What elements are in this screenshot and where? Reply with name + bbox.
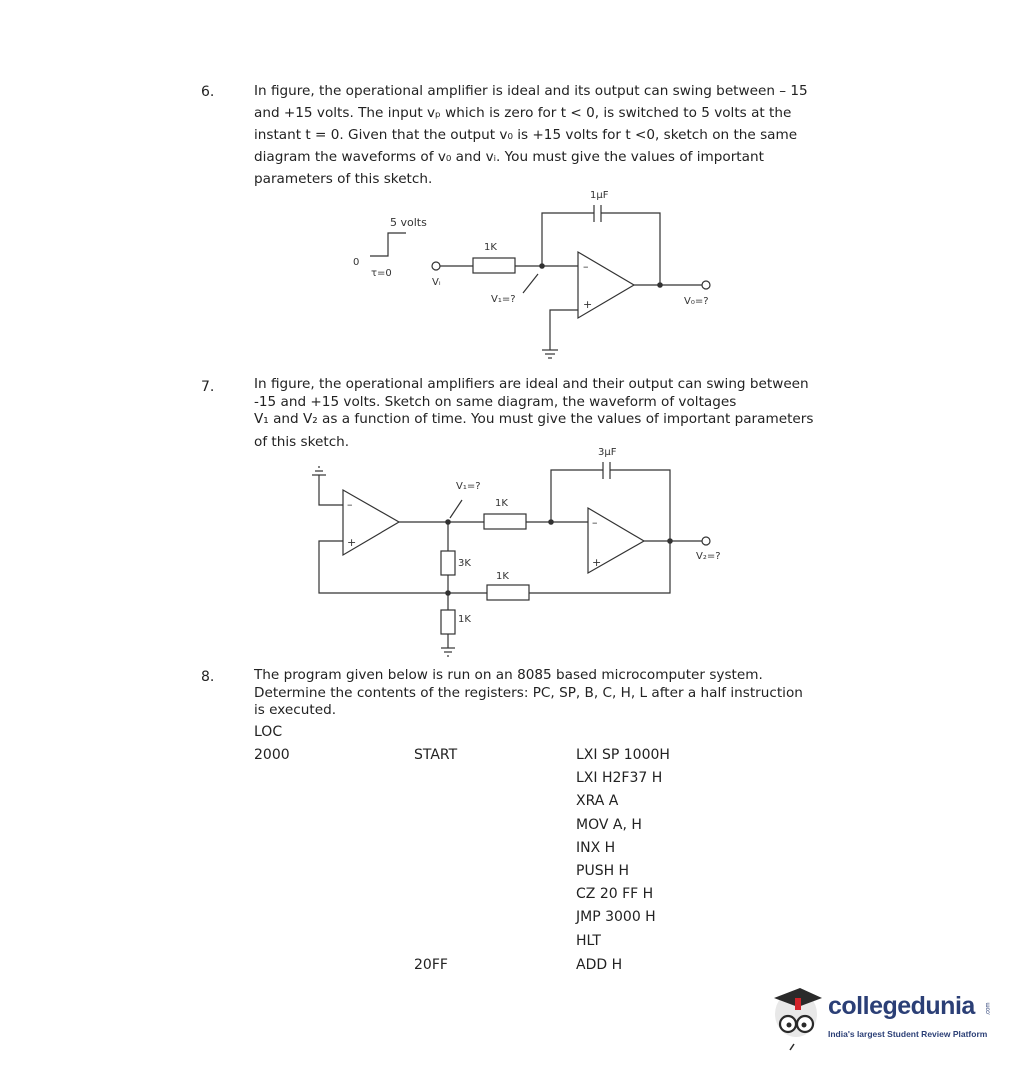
question-line: Determine the contents of the registers: PC, SP, B, C, H, L after a half instruction [254,684,803,701]
graduate-mascot-icon [774,988,822,1050]
junction-node [446,591,450,595]
inverting-input-sign: – [583,260,589,273]
logo-tagline: India's largest Student Review Platform [828,1029,988,1039]
resistor-label: 1K [496,571,509,582]
question-line: In figure, the operational amplifier is ideal and its output can swing between – 15 [254,83,808,99]
step-voltage-label: 5 volts [390,216,427,229]
node-voltage-label: V₁=? [456,481,481,492]
output-terminal [702,537,710,545]
instruction: ADD H [576,957,623,973]
start-label: START [414,747,458,763]
instruction: MOV A, H [576,817,642,833]
resistor-label: 3K [458,558,471,569]
question-line: instant t = 0. Given that the output v₀ is +15 volts for t <0, sketch on the same [254,127,798,143]
question-line: -15 and +15 volts. Sketch on same diagram, the waveform of voltages [254,393,737,410]
step-zero-label: 0 [353,257,360,268]
wire [319,475,343,505]
node-pointer-arrow [450,500,462,518]
resistor [487,585,529,600]
start-location: 2000 [254,747,290,763]
instruction: LXI H2F37 H [576,770,663,786]
instruction: CZ 20 FF H [576,886,654,902]
question-number: 7. [201,379,215,395]
instruction: PUSH H [576,863,630,879]
subroutine-location: 20FF [414,957,448,973]
resistor-label: 1K [484,242,497,253]
logo-domain-suffix: .com [985,1002,992,1016]
instruction: HLT [576,933,601,949]
resistor [441,551,455,575]
resistor-label: 1K [495,498,508,509]
capacitor-label: 3µF [598,447,617,458]
output-label: V₂=? [696,551,721,562]
resistor [441,610,455,634]
question-number: 6. [201,84,215,100]
noninverting-input-sign: + [347,536,357,549]
loc-header: LOC [254,724,283,740]
instruction: XRA A [576,793,619,809]
instruction: INX H [576,840,616,856]
resistor [484,514,526,529]
question-line: V₁ and V₂ as a function of time. You must give the values of important parameters [254,411,814,427]
step-time-label: τ=0 [371,268,392,279]
question-line: and +15 volts. The input vₚ which is zero for t < 0, is switched to 5 volts at the [254,105,792,121]
output-label: V₀=? [684,296,709,307]
noninverting-input-sign: + [592,556,602,569]
question-line: The program given below is run on an 8085 based microcomputer system. [254,667,763,683]
capacitor-label: 1µF [590,190,609,201]
question-line: of this sketch. [254,433,350,450]
question-line: diagram the waveforms of v₀ and vᵢ. You must give the values of important [254,149,764,165]
instruction: JMP 3000 H [576,909,656,925]
resistor-label: 1K [458,614,471,625]
question-line: In figure, the operational amplifiers are ideal and their output can swing between [254,376,809,392]
question-text [254,667,850,720]
logo-wordmark: collegedunia [828,992,975,1020]
inverting-input-sign: – [347,498,353,511]
node-voltage-label: V₁=? [491,294,516,305]
input-label: Vᵢ [432,277,441,288]
question-line: is executed. [254,702,337,718]
instruction: LXI SP 1000H [576,747,670,763]
question-line: parameters of this sketch. [254,171,433,187]
inverting-input-sign: – [592,516,598,529]
noninverting-input-sign: + [583,298,593,311]
question-number: 8. [201,669,215,685]
